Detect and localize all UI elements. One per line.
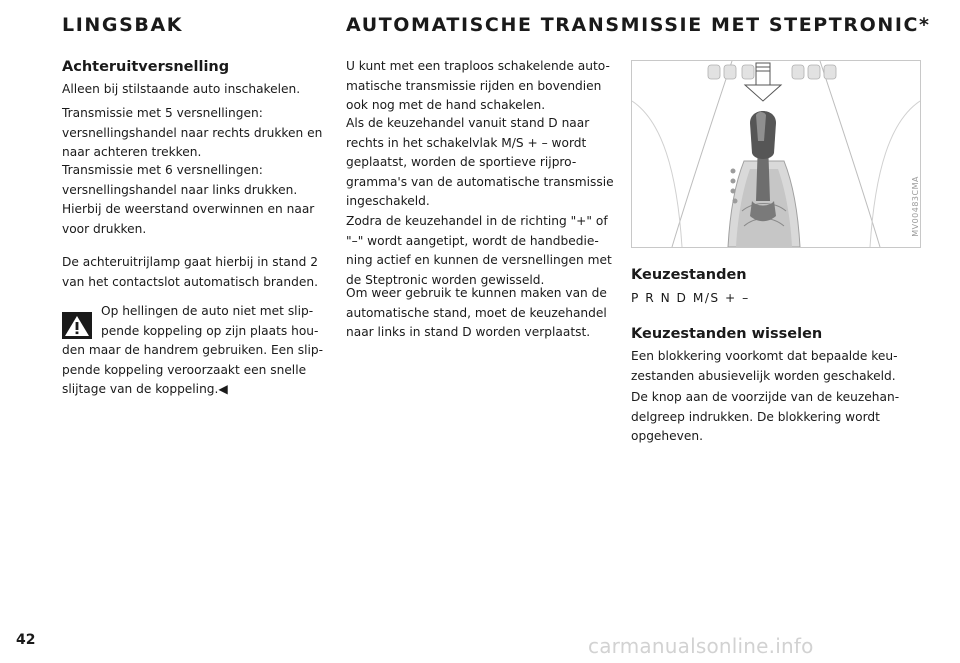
section-title-lingsbak: LINGSBAK bbox=[62, 14, 184, 36]
section-title-automatic-transmission: AUTOMATISCHE TRANSMISSIE MET STEPTRONIC* bbox=[346, 14, 931, 36]
paragraph-engage-standstill: Alleen bij stilstaande auto inschakelen. bbox=[62, 82, 301, 96]
warning-text-rest: den maar de handrem gebruiken. Een slip- pende koppeling veroorzaakt een snelle slijtage van de koppeling.◀ bbox=[62, 343, 324, 397]
positions-list: P R N D M/S + – bbox=[631, 291, 750, 305]
paragraph-sport-programs: Als de keuzehandel vanuit stand D naar rechts in het schakelvlak M/S + – wordt geplaatst, worden de sportieve rijpro- gramma's van de automatische transmissie ingeschakeld. Zodra de keuzehandel in de richting "+" of "–" wordt aangetipt, wordt de handbedie- ning actief en kunnen de versnellingen met de Steptronic worden gewisseld. bbox=[346, 116, 614, 287]
paragraph-reverse-lamp: De achteruitrijlamp gaat hierbij in stand 2 van het contactslot automatisch branden. bbox=[62, 255, 318, 289]
paragraph-return-automatic: Om weer gebruik te kunnen maken van de automatische stand, moet de keuzehandel naar links in stand D worden verplaatst. bbox=[346, 286, 607, 340]
paragraph-steptronic-intro: U kunt met een traploos schakelende auto- matische transmissie rijden en bovendien ook nog met de hand schakelen. bbox=[346, 59, 610, 113]
paragraph-5-speed: Transmissie met 5 versnellingen: versnellingshandel naar rechts drukken en naar achteren trekken. bbox=[62, 106, 323, 160]
page-number: 42 bbox=[16, 632, 36, 648]
gear-lever-drawing bbox=[632, 61, 920, 247]
warning-text-first-lines: Op hellingen de auto niet met slip- pende koppeling op zijn plaats hou- bbox=[101, 304, 319, 338]
paragraph-6-speed: Transmissie met 6 versnellingen: versnellingshandel naar links drukken. Hierbij de weerstand overwinnen en naar voor drukken. bbox=[62, 163, 315, 236]
warning-triangle-icon bbox=[62, 312, 92, 339]
figure-code: MV00483CMA bbox=[911, 176, 920, 237]
heading-selector-positions: Keuzestanden bbox=[631, 267, 747, 283]
heading-change-positions: Keuzestanden wisselen bbox=[631, 326, 823, 342]
paragraph-release-button: De knop aan de voorzijde van de keuzehan- delgreep indrukken. De blokkering wordt opgeheven. bbox=[631, 390, 900, 444]
paragraph-lockout: Een blokkering voorkomt dat bepaalde keu- zestanden abusievelijk worden geschakeld. bbox=[631, 349, 898, 383]
watermark-text: carmanualsonline.info bbox=[588, 634, 814, 658]
heading-reverse-gear: Achteruitversnelling bbox=[62, 59, 230, 75]
gear-selector-illustration bbox=[631, 60, 921, 248]
